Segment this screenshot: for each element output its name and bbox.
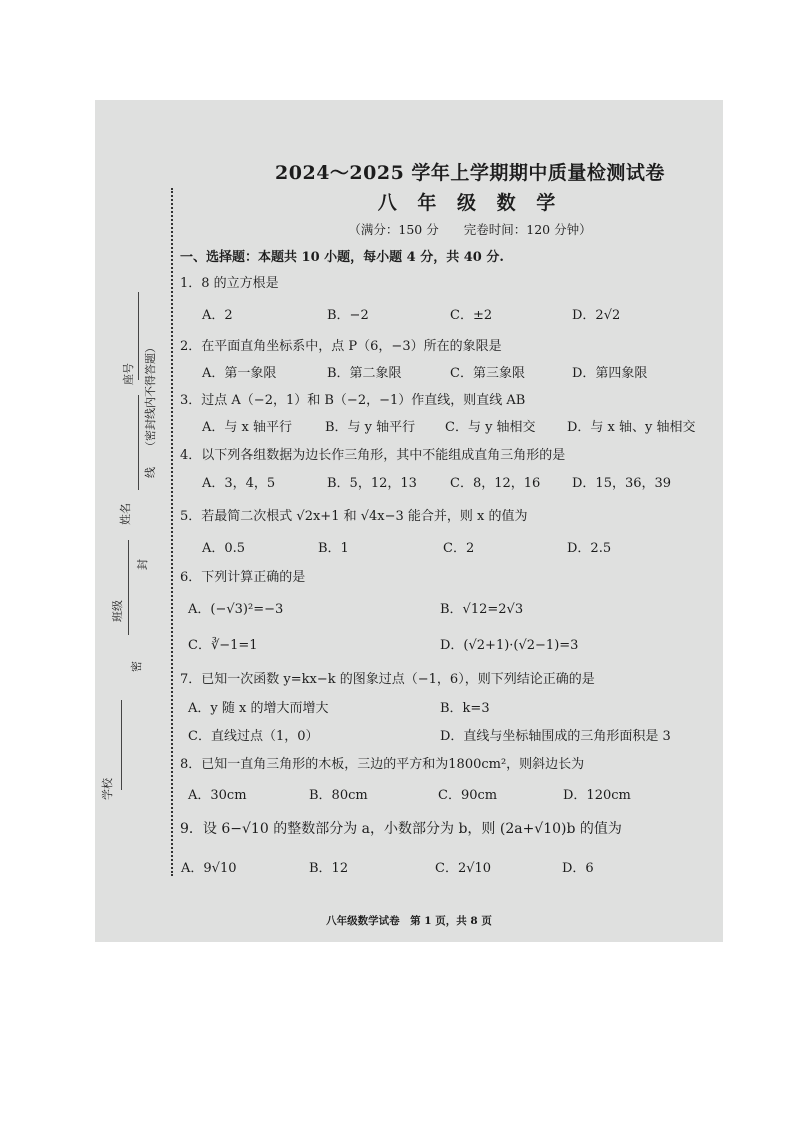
q7-option-a: A．y 随 x 的增大而增大 bbox=[188, 701, 329, 716]
q6-option-b: B．√12=2√3 bbox=[440, 602, 524, 617]
question-number: 7． bbox=[180, 672, 202, 687]
question-3 bbox=[180, 389, 525, 408]
q5-option-c: C．2 bbox=[443, 541, 475, 556]
q4-option-d: D．15，36，39 bbox=[572, 476, 672, 491]
q1-option-d: D．2√2 bbox=[572, 308, 621, 323]
exam-subject: 八 年 级 数 学 bbox=[377, 192, 563, 214]
question-8 bbox=[180, 753, 584, 772]
q1-option-c: C．±2 bbox=[450, 308, 493, 323]
q2-option-c: C．第三象限 bbox=[450, 366, 525, 381]
question-stem: 下列计算正确的是 bbox=[201, 570, 306, 585]
q7-option-c: C．直线过点（1，0） bbox=[188, 729, 319, 744]
q8-option-b: B．80cm bbox=[309, 788, 368, 803]
q4-option-b: B．5，12，13 bbox=[327, 476, 417, 491]
exam-title: 2024～2025 学年上学期期中质量检测试卷 bbox=[275, 162, 665, 184]
school-label: 学校 bbox=[101, 778, 114, 800]
question-7 bbox=[180, 668, 595, 687]
q1-option-a: A．2 bbox=[202, 308, 233, 323]
seat-underline bbox=[138, 292, 139, 380]
question-6 bbox=[180, 566, 305, 585]
question-stem: 以下列各组数据为边长作三角形，其中不能组成直角三角形的是 bbox=[201, 448, 566, 463]
q8-option-d: D．120cm bbox=[563, 788, 631, 803]
binding-note: （密封线内不得答题） bbox=[144, 342, 157, 452]
q9-option-c: C．2√10 bbox=[435, 861, 492, 876]
question-number: 2． bbox=[180, 339, 202, 354]
name-underline bbox=[138, 395, 139, 490]
q5-option-a: A．0.5 bbox=[202, 541, 246, 556]
q2-option-d: D．第四象限 bbox=[572, 366, 648, 381]
question-number: 1． bbox=[180, 276, 202, 291]
question-number: 9． bbox=[180, 821, 203, 837]
seat-label: 座号 bbox=[122, 363, 135, 385]
question-number: 6． bbox=[180, 570, 202, 585]
q2-option-b: B．第二象限 bbox=[327, 366, 402, 381]
binding-dotted-line bbox=[171, 188, 173, 876]
question-1 bbox=[180, 272, 279, 291]
question-5 bbox=[180, 505, 528, 524]
q3-option-a: A．与 x 轴平行 bbox=[202, 420, 292, 435]
page-footer: 八年级数学试卷 第 1 页，共 8 页 bbox=[326, 915, 492, 927]
question-number: 4． bbox=[180, 448, 202, 463]
q9-option-a: A．9√10 bbox=[181, 861, 237, 876]
question-number: 8． bbox=[180, 757, 202, 772]
question-stem: 8 的立方根是 bbox=[201, 276, 279, 291]
q3-option-c: C．与 y 轴相交 bbox=[445, 420, 536, 435]
class-underline bbox=[128, 540, 129, 635]
question-stem: 已知一直角三角形的木板，三边的平方和为1800cm²，则斜边长为 bbox=[201, 757, 585, 772]
question-stem: 若最简二次根式 √2x+1 和 √4x−3 能合并，则 x 的值为 bbox=[201, 509, 528, 524]
question-number: 3． bbox=[180, 393, 202, 408]
q4-option-a: A．3，4，5 bbox=[202, 476, 276, 491]
name-label: 姓名 bbox=[119, 503, 132, 525]
class-label: 班级 bbox=[111, 600, 124, 622]
question-number: 5． bbox=[180, 509, 202, 524]
question-stem: 过点 A（−2，1）和 B（−2，−1）作直线，则直线 AB bbox=[201, 393, 526, 408]
q5-option-d: D．2.5 bbox=[567, 541, 612, 556]
exam-info: （满分：150 分 完卷时间：120 分钟） bbox=[348, 222, 592, 237]
q6-option-a: A．(−√3)²=−3 bbox=[188, 602, 284, 617]
question-stem: 已知一次函数 y=kx−k 的图象过点（−1，6），则下列结论正确的是 bbox=[201, 672, 595, 687]
q7-option-b: B．k=3 bbox=[440, 701, 490, 716]
q7-option-d: D．直线与坐标轴围成的三角形面积是 3 bbox=[440, 729, 671, 744]
binding-secret-char: 密 bbox=[130, 661, 143, 672]
question-2 bbox=[180, 335, 502, 354]
q3-option-d: D．与 x 轴、y 轴相交 bbox=[567, 420, 696, 435]
binding-line-char: 线 bbox=[144, 467, 157, 478]
q4-option-c: C．8，12，16 bbox=[450, 476, 541, 491]
q3-option-b: B．与 y 轴平行 bbox=[325, 420, 416, 435]
question-stem: 在平面直角坐标系中，点 P（6，−3）所在的象限是 bbox=[201, 339, 502, 354]
q5-option-b: B．1 bbox=[318, 541, 349, 556]
q8-option-c: C．90cm bbox=[438, 788, 498, 803]
exam-paper bbox=[95, 100, 723, 942]
school-underline bbox=[121, 700, 122, 790]
q8-option-a: A．30cm bbox=[188, 788, 247, 803]
question-9 bbox=[180, 818, 622, 838]
binding-seal-char: 封 bbox=[136, 559, 149, 570]
question-stem: 设 6−√10 的整数部分为 a，小数部分为 b，则 (2a+√10)b 的值为 bbox=[202, 821, 622, 837]
section-heading: 一、选择题：本题共 10 小题，每小题 4 分，共 40 分. bbox=[180, 250, 504, 265]
q6-option-c: C．∛−1=1 bbox=[188, 638, 258, 653]
q9-option-d: D．6 bbox=[562, 861, 594, 876]
q1-option-b: B．−2 bbox=[327, 308, 369, 323]
q2-option-a: A．第一象限 bbox=[202, 366, 277, 381]
q6-option-d: D．(√2+1)·(√2−1)=3 bbox=[440, 638, 579, 653]
q9-option-b: B．12 bbox=[309, 861, 349, 876]
question-4 bbox=[180, 444, 565, 463]
